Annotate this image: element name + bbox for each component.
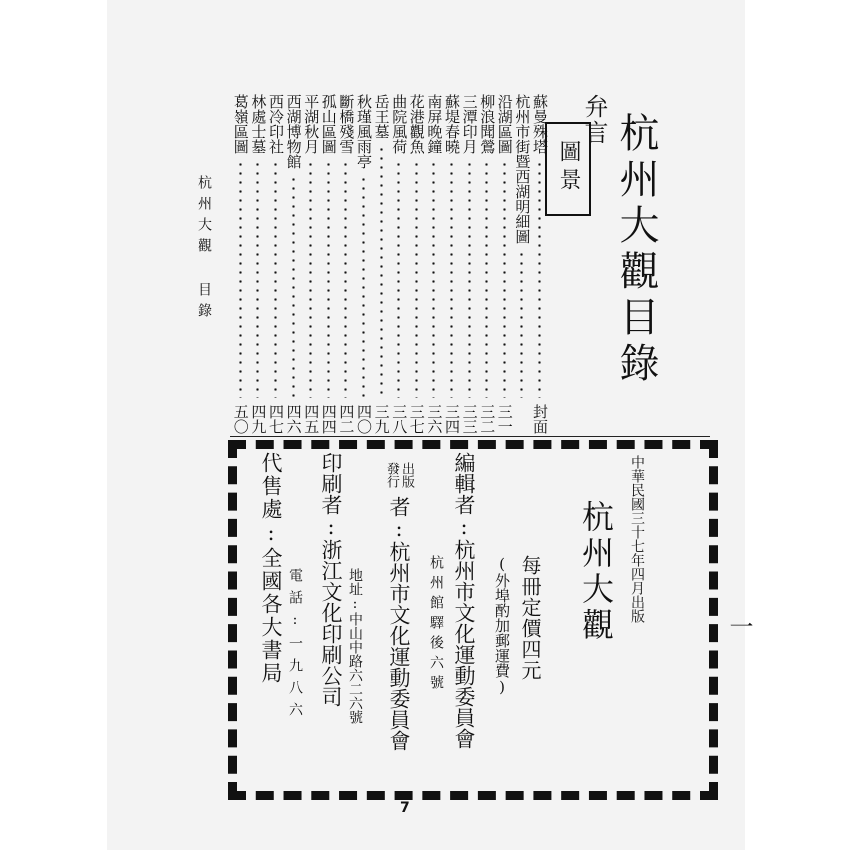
- toc-entry: [513, 94, 532, 434]
- toc-leader-dots: [468, 160, 471, 398]
- folio: 7: [400, 800, 410, 816]
- toc-entry-title: 秋瑾風雨亭: [355, 94, 373, 169]
- postage-note: (外埠酌加郵運費): [493, 555, 511, 696]
- toc-leader-dots: [362, 175, 365, 398]
- publisher-label-publish: 出版: [399, 462, 414, 488]
- toc-entry-page: 三七: [407, 404, 426, 434]
- toc-entry-title: 林處士墓: [249, 94, 268, 154]
- toc-entry: [478, 94, 497, 434]
- toc-entry: [233, 94, 248, 434]
- toc-entry: [321, 94, 336, 434]
- toc-entry-title: 平湖秋月: [302, 94, 321, 154]
- toc-entry: [462, 94, 477, 434]
- toc-entry-page: 封面: [531, 404, 549, 434]
- toc-entry-page: 三九: [372, 404, 391, 434]
- toc-leader-dots: [432, 160, 435, 398]
- toc-leader-dots: [344, 160, 347, 398]
- toc-entry-page: 四二: [337, 404, 356, 434]
- toc-entry: [337, 94, 356, 434]
- toc-entry-title: 西湖博物館: [284, 94, 303, 169]
- toc-entry: [444, 94, 459, 434]
- plates-heading-box: [545, 122, 591, 216]
- running-head: 杭州大觀 目錄: [196, 175, 212, 324]
- toc-entry-title: 杭州市街暨西湖明細圖: [513, 94, 532, 244]
- colophon-book-title: 杭州大觀: [577, 500, 615, 644]
- seller-line: 代售處:全國各大書局: [259, 452, 283, 685]
- toc-leader-dots: [397, 160, 400, 398]
- toc-entry-title: 花港觀魚: [407, 94, 426, 154]
- toc-leader-dots: [309, 160, 312, 398]
- toc-entry-page: 三一: [495, 404, 514, 434]
- toc-leader-dots: [327, 160, 330, 398]
- toc-leader-dots: [450, 160, 453, 398]
- toc-entry-title: 柳浪聞鶯: [478, 94, 497, 154]
- price: 每冊定價四元: [518, 555, 542, 681]
- toc-entry-page: 四六: [284, 404, 303, 434]
- toc-entry-page: 四九: [249, 404, 268, 434]
- toc-leader-dots: [256, 160, 259, 398]
- toc-entry-title: 葛嶺區圖: [231, 94, 250, 154]
- toc-entry: [268, 94, 283, 434]
- section-divider: [230, 436, 710, 437]
- contents-title: 杭州大觀目錄: [613, 112, 659, 388]
- toc-entry-title: 南屏晚鐘: [425, 94, 444, 154]
- publisher-line: 者:杭州市文化運動委員會: [387, 496, 411, 751]
- toc-entry-title: 岳王墓: [372, 94, 391, 139]
- toc-entry: [374, 94, 389, 434]
- toc-entry-page: 三四: [443, 404, 461, 434]
- toc-entry-page: 三六: [425, 404, 444, 434]
- side-page-number: 一: [725, 614, 753, 638]
- editor-address: 杭州館驛後六號: [428, 555, 444, 695]
- toc-entry: [390, 94, 409, 434]
- toc-entry: [249, 94, 268, 434]
- toc-leader-dots: [538, 160, 541, 398]
- toc-leader-dots: [520, 250, 523, 398]
- toc-leader-dots: [380, 145, 383, 398]
- toc-leader-dots: [485, 160, 488, 398]
- toc-entry-title: 斷橋殘雪: [337, 94, 356, 154]
- toc-entry-page: 四四: [319, 404, 338, 434]
- toc-entry-page: 三二: [478, 404, 497, 434]
- toc-entry-page: 三八: [390, 404, 409, 434]
- toc-entry-title: 蘇曼殊塔: [531, 94, 549, 154]
- toc-entry-page: 四〇: [355, 404, 373, 434]
- toc-leader-dots: [239, 160, 242, 398]
- table-of-contents: [229, 94, 547, 434]
- preface-entry: 弁言: [580, 94, 608, 146]
- printer-address: 地址:中山中路六二六號: [347, 568, 363, 724]
- toc-entry-page: 五〇: [231, 404, 250, 434]
- editor-line: 編輯者:杭州市文化運動委員會: [452, 452, 476, 749]
- publication-date: 中華民國三十七年四月出版: [629, 455, 645, 623]
- toc-entry-title: 蘇堤春曉: [443, 94, 461, 154]
- printer-line: 印刷者:浙江文化印刷公司: [319, 452, 343, 707]
- toc-leader-dots: [292, 175, 295, 398]
- toc-entry: [497, 94, 512, 434]
- toc-entry-title: 沿湖區圖: [495, 94, 514, 154]
- plates-heading: 圖景: [556, 140, 581, 196]
- toc-entry: [532, 94, 547, 434]
- publisher-label-issue: 發行: [384, 462, 399, 488]
- toc-entry-page: 三三: [460, 404, 479, 434]
- toc-entry: [409, 94, 424, 434]
- toc-entry-title: 西冷印社: [267, 94, 285, 154]
- toc-entry: [356, 94, 371, 434]
- toc-entry-page: 四五: [302, 404, 321, 434]
- toc-leader-dots: [274, 160, 277, 398]
- toc-leader-dots: [503, 160, 506, 398]
- toc-entry-title: 曲院風荷: [390, 94, 409, 154]
- toc-entry-title: 三潭印月: [460, 94, 479, 154]
- toc-leader-dots: [415, 160, 418, 398]
- toc-entry: [302, 94, 321, 434]
- printer-phone: 電話:一九八六: [287, 568, 303, 724]
- toc-entry: [425, 94, 444, 434]
- toc-entry: [286, 94, 301, 434]
- toc-entry-page: 四七: [267, 404, 285, 434]
- toc-entry-title: 孤山區圖: [319, 94, 338, 154]
